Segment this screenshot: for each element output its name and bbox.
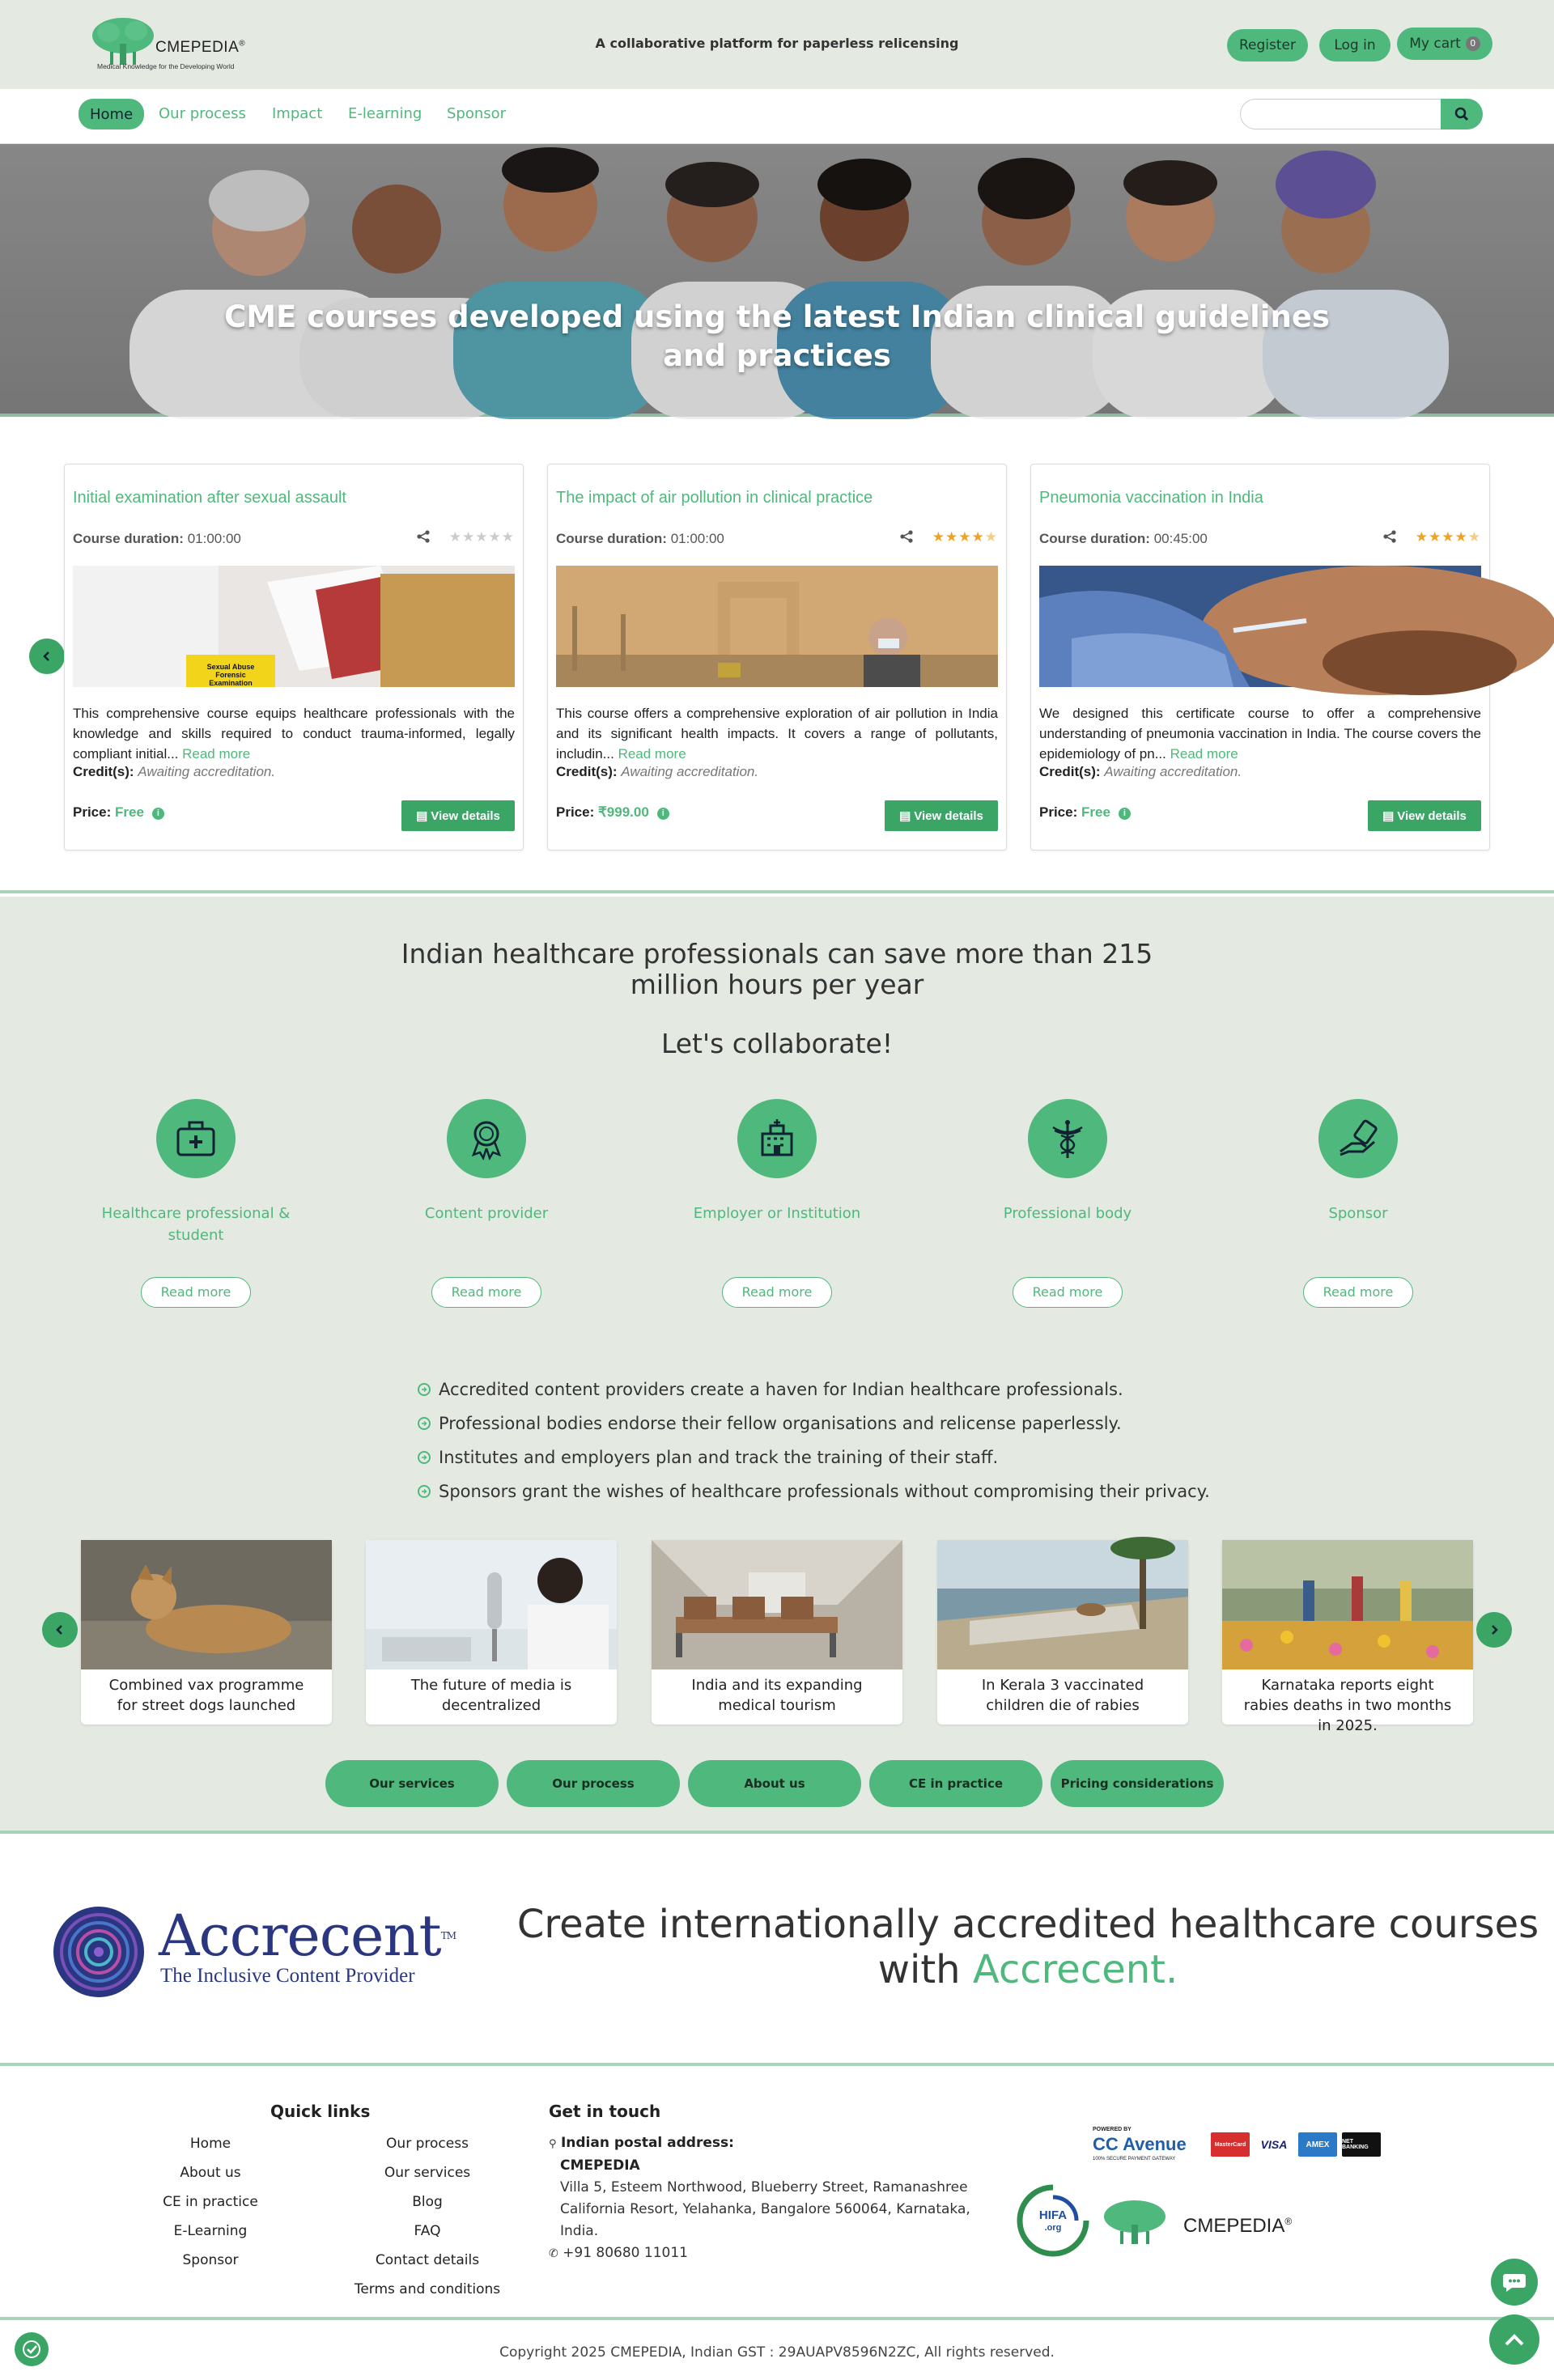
ce-in-practice-button[interactable]: CE in practice [869,1760,1042,1807]
footer-brand: CMEPEDIA® [1183,2215,1293,2237]
chevron-left-icon [54,1624,66,1635]
nav-e-learning[interactable]: E-learning [348,104,422,122]
chevron-up-icon [1504,2332,1525,2347]
read-more-button[interactable]: Read more [722,1277,833,1308]
our-process-button[interactable]: Our process [507,1760,680,1807]
news-image-karnataka-flowers [1222,1540,1473,1669]
course-price: Price: Free i [1039,804,1131,821]
course-card [1030,464,1490,851]
footer-link-terms[interactable]: Terms and conditions [354,2281,501,2297]
news-caption: Combined vax programme for street dogs launched [108,1677,304,1714]
savings-headline: Indian healthcare professionals can save more than 215 million hours per year [401,938,1153,1000]
circle-arrow-icon [418,1485,431,1498]
course-price: Price: ₹999.00 i [556,804,669,821]
search-input[interactable] [1240,99,1441,129]
accrecent-promo [0,1837,1554,2066]
nav-sponsor[interactable]: Sponsor [447,104,507,122]
search-button[interactable] [1441,99,1483,129]
news-image-dog [81,1540,332,1669]
read-more-button[interactable]: Read more [431,1277,542,1308]
news-card[interactable] [1222,1540,1473,1734]
phone-icon: ✆ [549,2247,558,2260]
role-name: Content provider [424,1205,549,1222]
footer-link-e-learning[interactable]: E-Learning [173,2223,248,2239]
collaborate-heading: Let's collaborate! [660,1028,894,1059]
accrecent-headline: Create internationally accredited healthcare courses with Accrecent. [516,1902,1539,1992]
ccavenue-logo: POWERED BY CC Avenue 100% SECURE PAYMENT GATEWAY [1093,2127,1187,2162]
cart-button[interactable] [1397,28,1492,60]
brand-tagline: Medical Knowledge for the Developing World [97,62,235,70]
forensic-kit-label-2: Forensic [215,671,246,679]
accrecent-brand: Accrecent™ [159,1903,456,1969]
role-name: Healthcare professional & student [101,1205,291,1244]
doctors-group-image [0,144,1554,417]
site-tagline: A collaborative platform for paperless relicensing [595,36,959,51]
course-card [547,464,1007,851]
amex-icon: AMEX [1298,2132,1337,2157]
read-more-link[interactable]: Read more [182,746,251,762]
search-icon [1454,107,1469,121]
accrecent-link[interactable]: Accrecent. [972,1947,1178,1992]
role-name: Professional body [1003,1205,1132,1222]
share-icon[interactable] [416,529,431,544]
news-image-kerala-beach [937,1540,1188,1669]
info-icon[interactable]: i [152,808,164,820]
caduceus-icon [1028,1099,1107,1178]
chat-button[interactable] [1491,2259,1538,2306]
quick-links-title: Quick links [270,2102,371,2121]
forensic-kit-label-3: Examination [209,679,253,687]
role-professional-body [966,1099,1169,1308]
chat-bubble-icon [1502,2271,1526,2293]
site-footer [0,2069,1554,2320]
share-icon[interactable] [1382,529,1397,544]
scroll-to-top-button[interactable] [1489,2314,1539,2365]
rating-stars: ★★★★★ [932,529,998,545]
read-more-link[interactable]: Read more [618,746,686,762]
list-item: Professional bodies endorse their fellow organisations and relicense paperlessly. [418,1406,1210,1440]
hero-title [0,298,1554,375]
course-credits: Credit(s): Awaiting accreditation. [73,764,276,779]
share-icon[interactable] [899,529,914,544]
login-button[interactable]: Log in [1319,29,1391,62]
news-card[interactable] [937,1540,1188,1725]
footer-link-blog[interactable]: Blog [412,2194,443,2210]
news-caption: India and its expanding medical tourism [691,1677,863,1714]
document-icon: ▤ [899,809,911,823]
hero-title-line1: CME courses developed using the latest Indian clinical guidelines [224,299,1330,334]
role-name: Sponsor [1328,1205,1388,1222]
nav-impact[interactable]: Impact [272,104,323,122]
role-name: Employer or Institution [693,1205,861,1222]
register-button[interactable]: Register [1227,29,1308,62]
course-duration: Course duration: 01:00:00 [556,531,724,546]
hero-banner [0,144,1554,417]
read-more-button[interactable]: Read more [141,1277,252,1308]
get-in-touch-title: Get in touch [549,2102,661,2121]
news-card[interactable] [366,1540,617,1725]
course-image-vaccination [1039,566,1481,687]
carousel-prev-button[interactable] [29,638,65,674]
chevron-right-icon [1488,1624,1500,1635]
footer-tree-logo-icon [1102,2199,1167,2246]
benefits-list [418,1372,1210,1508]
collaborate-section [0,897,1554,1834]
view-details-button[interactable]: ▤ View details [885,800,998,831]
main-nav [0,89,1554,144]
course-description: This comprehensive course equips healthcare professionals with the knowledge and skills required to conduct trauma-informed, legally compliant initial... Read more [73,706,515,762]
phone-link[interactable]: +91 80680 11011 [563,2245,688,2261]
pricing-considerations-button[interactable]: Pricing considerations [1051,1760,1224,1807]
view-details-button[interactable]: ▤ View details [1368,800,1481,831]
course-title[interactable]: Pneumonia vaccination in India [1039,489,1263,507]
course-credits: Credit(s): Awaiting accreditation. [556,764,759,779]
circle-arrow-icon [418,1451,431,1464]
info-icon[interactable]: i [657,808,669,820]
news-card[interactable] [81,1540,332,1725]
accrecent-tagline: The Inclusive Content Provider [160,1965,415,1987]
read-more-button[interactable]: Read more [1303,1277,1414,1308]
news-image-podcast [366,1540,617,1669]
view-details-button[interactable]: ▤ View details [401,800,515,831]
footer-link-sponsor[interactable]: Sponsor [182,2252,239,2268]
footer-link-faq[interactable]: FAQ [414,2223,441,2239]
course-description: This course offers a comprehensive exploration of air pollution in India and its significant health impacts. It covers a range of pollutants, includin... Read more [556,706,998,762]
hospital-building-icon [737,1099,817,1178]
payment-methods [1093,2124,1381,2165]
list-item: Accredited content providers create a haven for Indian healthcare professionals. [418,1372,1210,1406]
award-badge-icon [447,1099,526,1178]
hero-title-line2: and practices [663,338,891,373]
net-banking-icon: NET BANKING [1342,2132,1381,2157]
rating-stars: ★★★★★ [1415,529,1481,545]
footer-link-contact-details[interactable]: Contact details [375,2252,480,2268]
postal-address: ⚲ Indian postal address: CMEPEDIA Villa 5, Esteem Northwood, Blueberry Street, Ramanashree California Resort, Yelahanka, Bangalore 560064, Karnataka, India. ✆ +91 80680 11011 [549,2135,970,2261]
news-next-button[interactable] [1476,1612,1512,1648]
our-services-button[interactable]: Our services [325,1760,499,1807]
rating-stars: ★★★★★ [448,529,515,545]
donate-hand-icon [1318,1099,1398,1178]
list-item: Sponsors grant the wishes of healthcare professionals without compromising their privacy. [418,1474,1210,1508]
course-card [64,464,524,851]
hifa-logo[interactable] [1017,2184,1089,2257]
visa-icon: VISA [1255,2132,1293,2157]
news-card[interactable] [652,1540,902,1725]
course-image-smog-city [556,566,998,687]
footer-link-home[interactable]: Home [189,2136,231,2152]
copyright-text: Copyright 2025 CMEPEDIA, Indian GST : 29AUAPV8596N2ZC, All rights reserved. [499,2344,1055,2361]
course-duration: Course duration: 00:45:00 [1039,531,1208,546]
forensic-kit-label-1: Sexual Abuse [206,663,255,671]
course-duration: Course duration: 01:00:00 [73,531,241,546]
footer-link-ce-in-practice[interactable]: CE in practice [163,2194,258,2210]
course-image-forensic-kit [73,566,515,687]
document-icon: ▤ [416,809,428,823]
course-credits: Credit(s): Awaiting accreditation. [1039,764,1242,779]
course-description: We designed this certificate course to offer a comprehensive understanding of pneumonia vaccination in India. The course covers the epidemiology of pn... Read more [1039,706,1481,762]
course-title[interactable]: The impact of air pollution in clinical practice [556,489,873,507]
role-sponsor [1257,1099,1459,1308]
cart-label: My cart [1409,36,1461,52]
document-icon: ▤ [1382,809,1395,823]
check-badge-icon [21,2339,42,2360]
role-healthcare-professional [95,1099,297,1308]
brand-name: CMEPEDIA® [155,39,246,56]
news-image-hospital-corridor [652,1540,902,1669]
footer-link-our-services[interactable]: Our services [384,2165,471,2181]
read-more-button[interactable]: Read more [1013,1277,1123,1308]
footer-link-our-process[interactable]: Our process [386,2136,469,2152]
role-employer-institution [676,1099,878,1308]
footer-link-about-us[interactable]: About us [180,2165,241,2181]
cart-count-badge: 0 [1466,36,1480,51]
hifa-suffix: .org [1044,2223,1062,2233]
map-marker-icon: ⚲ [549,2138,557,2150]
top-header [0,0,1554,89]
about-us-button[interactable]: About us [688,1760,861,1807]
mastercard-icon: MasterCard [1211,2132,1250,2157]
nav-our-process[interactable]: Our process [159,104,246,122]
hifa-name: HIFA [1038,2208,1068,2222]
accessibility-button[interactable] [15,2332,49,2366]
first-aid-kit-icon [156,1099,236,1178]
news-caption: In Kerala 3 vaccinated children die of rabies [981,1677,1144,1714]
course-price: Price: Free i [73,804,164,821]
list-item: Institutes and employers plan and track the training of their staff. [418,1440,1210,1474]
circle-arrow-icon [418,1383,431,1396]
news-caption: Karnataka reports eight rabies deaths in two months in 2025. [1243,1677,1452,1734]
role-content-provider [385,1099,588,1308]
accrecent-logo-icon[interactable] [52,1905,146,1999]
course-title[interactable]: Initial examination after sexual assault [73,489,346,507]
news-caption: The future of media is decentralized [410,1677,572,1714]
news-prev-button[interactable] [42,1612,78,1648]
info-icon[interactable]: i [1119,808,1131,820]
circle-arrow-icon [418,1417,431,1430]
read-more-link[interactable]: Read more [1170,746,1238,762]
course-carousel [0,420,1554,893]
nav-home[interactable]: Home [79,99,144,129]
chevron-left-icon [41,651,53,662]
